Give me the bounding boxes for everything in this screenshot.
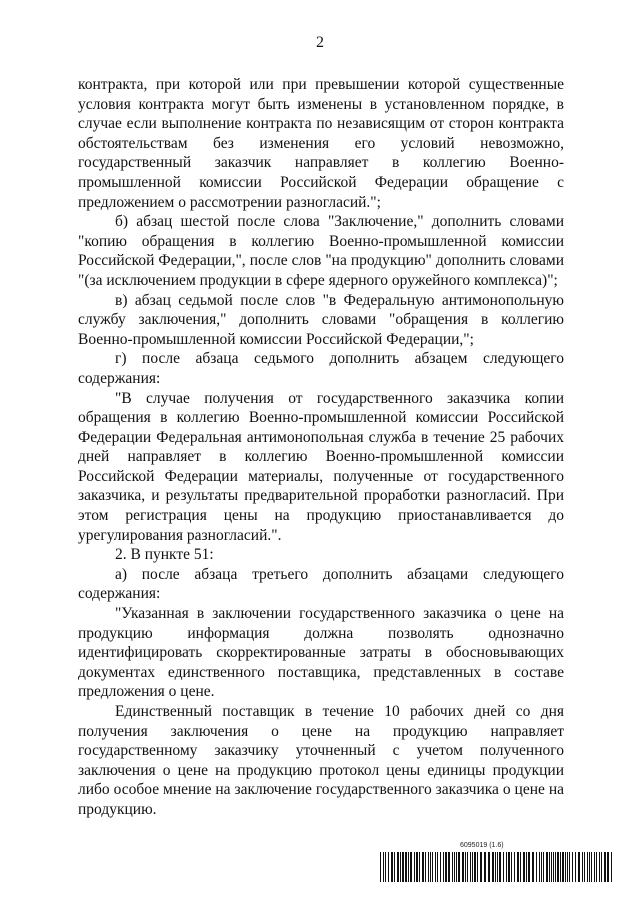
paragraph-v: в) абзац седьмой после слов "в Федеральную антимонопольную службу заключения," дополнить словами "обращения в коллегию Военно-промышленной комиссии Российской Федерации,"; — [78, 291, 564, 348]
document-body — [78, 75, 564, 820]
page-number: 2 — [316, 34, 324, 51]
paragraph-supplier: Единственный поставщик в течение 10 рабочих дней со дня получения заключения о цене на продукцию направляет государственному заказчику уточненный с учетом полученного заключения о цене на продукцию протокол цены единицы продукции либо особое мнение на заключение государственного заказчика о цене на продукцию. — [78, 703, 564, 818]
footer-barcode-block — [380, 842, 615, 887]
paragraph-continuation: контракта, при которой или при превышении которой существенные условия контракта могут быть изменены в установленном порядке, в случае если выполнение контракта по независящим от сторон контракта обстоятельствам без изменения его условий невозможно, государственный заказчик направляет в коллегию Военно-промышленной комиссии Российской Федерации обращение с предложением о рассмотрении разногласий."; — [78, 76, 564, 211]
quoted-paragraph-price-info: "Указанная в заключении государственного заказчика о цене на продукцию информация должна позволять однозначно идентифицировать скорректированные затраты в обосновывающих документах единственного поставщика, представленных в составе предложения о цене. — [78, 605, 564, 701]
paragraph-g: г) после абзаца седьмого дополнить абзацем следующего содержания: — [78, 350, 564, 387]
barcode-caption: 6095019 (1.6) — [460, 842, 504, 849]
paragraph-b: б) абзац шестой после слова "Заключение," дополнить словами "копию обращения в коллегию Военно-промышленной комиссии Российской Федерации,", после слов "на продукцию" дополнить словами "(за исключением продукции в сфере ядерного оружейного комплекса)"; — [78, 213, 564, 289]
barcode-icon — [380, 852, 613, 882]
quoted-paragraph-fas: "В случае получения от государственного заказчика копии обращения в коллегию Военно-промышленной комиссии Российской Федерации Федеральная антимонопольная служба в течение 25 рабочих дней направляет в коллегию Военно-промышленной комиссии Российской Федерации материалы, полученные от государственного заказчика, и результаты предварительной проработки разногласий. При этом регистрация цены на продукцию приостанавливается до урегулирования разногласий.". — [78, 389, 564, 544]
item-2-heading: 2. В пункте 51: — [115, 546, 214, 564]
paragraph-a: а) после абзаца третьего дополнить абзацами следующего содержания: — [78, 565, 564, 603]
